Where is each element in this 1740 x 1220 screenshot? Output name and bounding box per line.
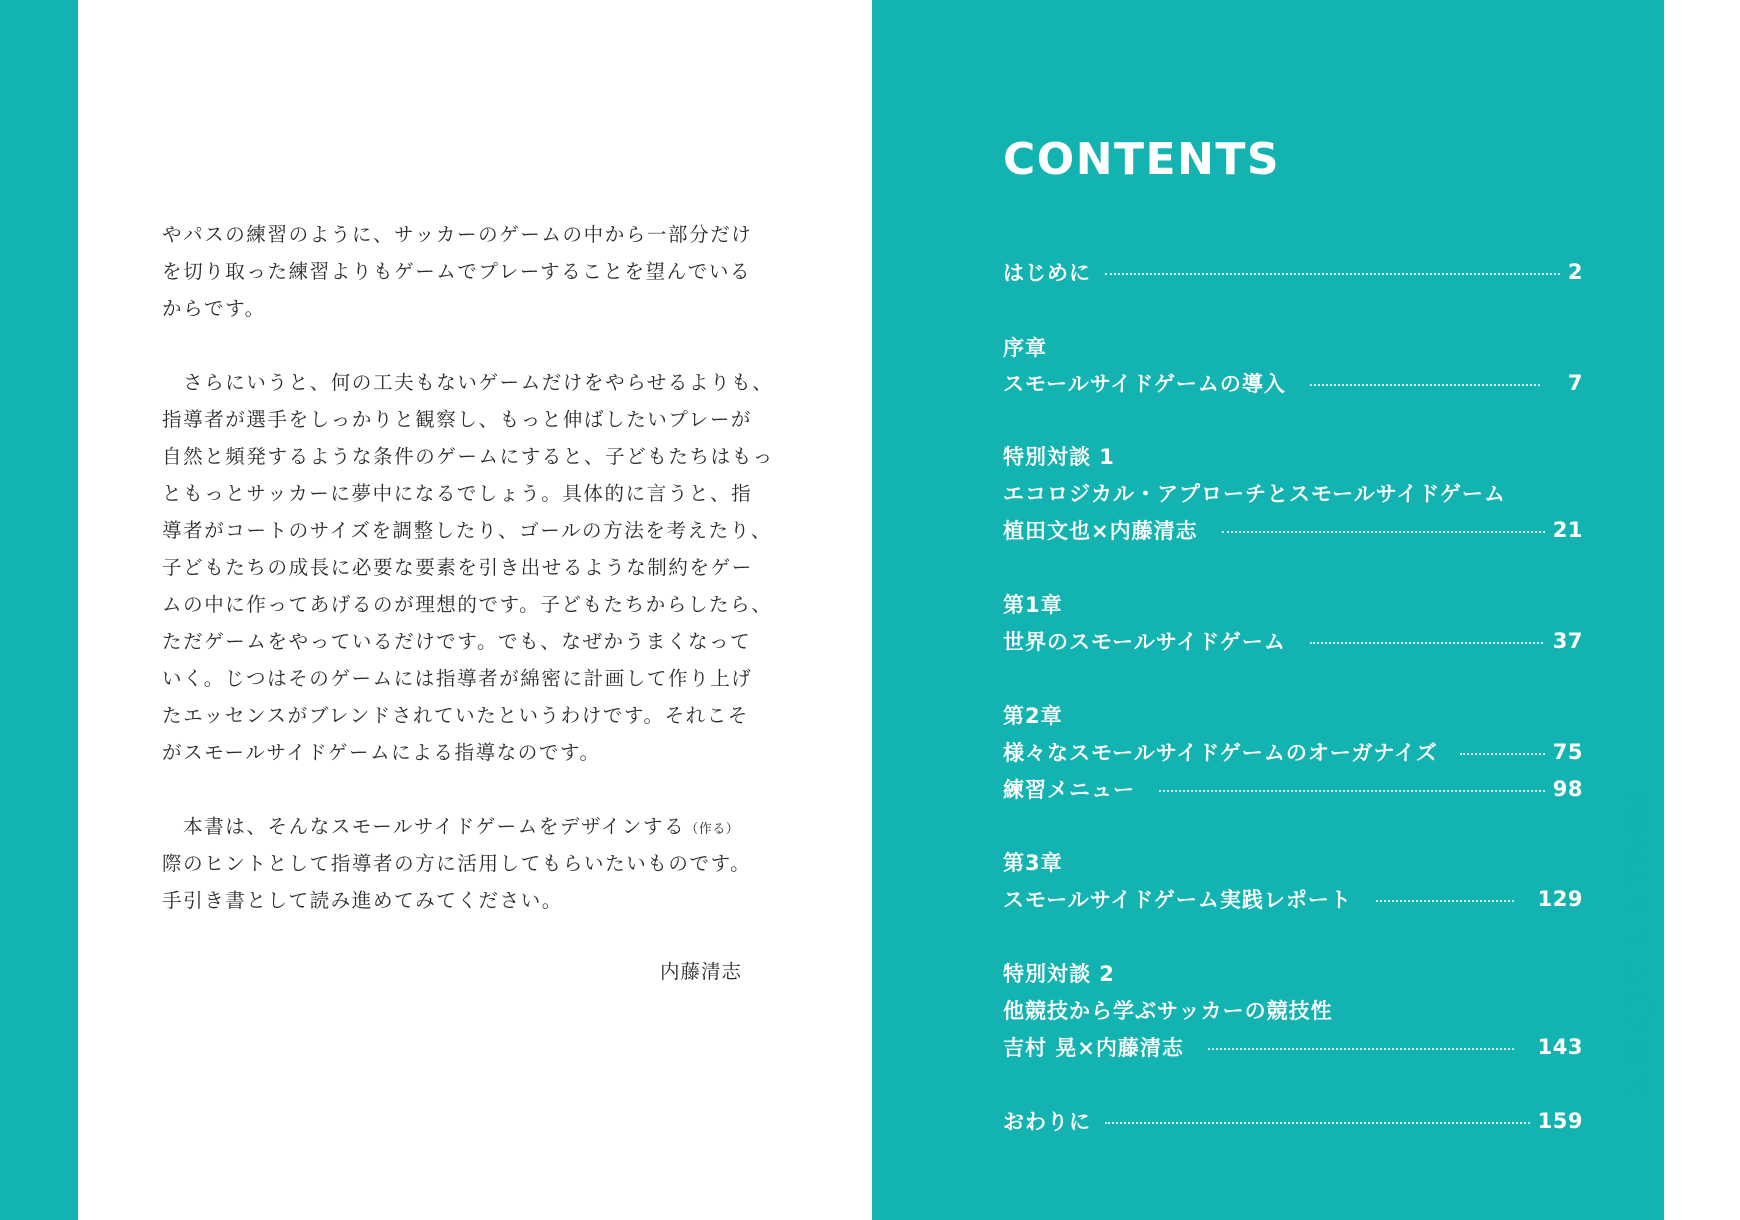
toc-entry-organize[interactable]: [1003, 736, 1583, 768]
author-signature: 内藤清志: [659, 960, 742, 983]
text-line: 手引き書として読み進めてみてください。: [162, 889, 563, 912]
text-line: 子どもたちの成長に必要な要素を引き出せるような制約をゲー: [162, 556, 753, 579]
left-border: [0, 0, 78, 1220]
text-line: ただゲームをやっているだけです。でも、なぜかうまくなって: [162, 630, 752, 653]
text-line: さらにいうと、何の工夫もないゲームだけをやらせるよりも、: [162, 371, 774, 394]
text-line: 際のヒントとして指導者の方に活用してもらいたいものです。: [162, 852, 752, 875]
text-line: ムの中に作ってあげるのが理想的です。子どもたちからしたら、: [162, 593, 773, 616]
text-line: いく。じつはそのゲームには指導者が綿密に計画して作り上げ: [162, 667, 753, 690]
preface-body: [162, 216, 774, 919]
toc-page-number: 159: [1537, 1109, 1583, 1133]
toc-entry-yoshimura[interactable]: [1003, 1031, 1583, 1063]
text-line: がスモールサイドゲームによる指導なのです。: [162, 741, 601, 764]
toc-page-number: 129: [1537, 887, 1583, 911]
dot-leader: [1159, 790, 1545, 792]
toc-page-number: 98: [1552, 777, 1583, 801]
text-line: やパスの練習のように、サッカーのゲームの中から一部分だけ: [162, 223, 753, 246]
text-line: 指導者が選手をしっかりと観察し、もっと伸ばしたいプレーが: [162, 408, 753, 431]
toc-heading-chapter-2: [1003, 699, 1583, 731]
dot-leader: [1208, 1048, 1514, 1050]
toc-entry-other-sports[interactable]: [1003, 994, 1583, 1026]
toc-heading-prologue: [1003, 331, 1583, 363]
toc-entry-label: スモールサイドゲーム実践レポート: [1003, 888, 1352, 912]
toc-heading-talk-1: [1003, 440, 1583, 472]
toc-entry-intro[interactable]: [1003, 367, 1583, 399]
toc-entry-owarini[interactable]: [1003, 1105, 1583, 1137]
toc-entry-report[interactable]: [1003, 883, 1583, 915]
toc-chapter-heading: 第3章: [1003, 851, 1063, 875]
text-line: 導者がコートのサイズを調整したり、ゴールの方法を考えたり、: [162, 519, 772, 542]
paragraph-gap: [162, 327, 742, 364]
paragraph-gap: [162, 771, 742, 808]
text-line: からです。: [162, 297, 266, 320]
toc-entry-menu[interactable]: [1003, 773, 1583, 805]
toc-page-number: 75: [1552, 740, 1583, 764]
toc-chapter-heading: 第2章: [1003, 704, 1063, 728]
toc-entry-world[interactable]: [1003, 625, 1583, 657]
text-line: 自然と頻発するような条件のゲームにすると、子どもたちはもっ: [162, 445, 774, 468]
text-line: ともっとサッカーに夢中になるでしょう。具体的に言うと、指: [162, 482, 753, 505]
dot-leader: [1222, 531, 1545, 533]
toc-chapter-heading: 序章: [1003, 336, 1047, 360]
toc-entry-hajimeni[interactable]: [1003, 256, 1583, 288]
dot-leader: [1310, 384, 1540, 386]
spine-title: SMALL SIDED GAMES: [1621, 792, 1654, 1098]
text-line: [162, 808, 742, 845]
dot-leader: [1376, 900, 1514, 902]
toc-entry-label: 世界のスモールサイドゲーム: [1003, 630, 1286, 654]
right-margin: [1664, 0, 1740, 1220]
toc-entry-ecological[interactable]: [1003, 477, 1583, 509]
toc-entry-label: エコロジカル・アプローチとスモールサイドゲーム: [1003, 482, 1506, 506]
toc-entry-ueda[interactable]: [1003, 514, 1583, 546]
toc-entry-label: 様々なスモールサイドゲームのオーガナイズ: [1003, 741, 1438, 765]
contents-title: CONTENTS: [1003, 134, 1281, 185]
toc-page-number: 2: [1567, 260, 1583, 284]
toc-page-number: 143: [1537, 1035, 1583, 1059]
toc-entry-label: 吉村 晃×内藤清志: [1003, 1036, 1184, 1060]
toc-chapter-heading: 第1章: [1003, 593, 1063, 617]
toc-page-number: 7: [1567, 371, 1583, 395]
toc-entry-label: おわりに: [1003, 1110, 1091, 1134]
toc-heading-chapter-3: [1003, 846, 1583, 878]
toc-entry-label: はじめに: [1003, 261, 1091, 285]
toc-page-number: 37: [1552, 629, 1583, 653]
toc-entry-label: 他競技から学ぶサッカーの競技性: [1003, 999, 1333, 1023]
dot-leader: [1105, 273, 1560, 275]
text-line: たエッセンスがブレンドされていたというわけです。それこそ: [162, 704, 749, 727]
text-line: を切り取った練習よりもゲームでプレーすることを望んでいる: [162, 260, 752, 283]
toc-page-number: 21: [1552, 518, 1583, 542]
toc-entry-label: 植田文也×内藤清志: [1003, 519, 1198, 543]
toc-chapter-heading: 特別対談 1: [1003, 445, 1115, 469]
dot-leader: [1310, 642, 1543, 644]
toc-heading-chapter-1: [1003, 588, 1583, 620]
toc-entry-label: スモールサイドゲームの導入: [1003, 372, 1286, 396]
text-segment: 本書は、そんなスモールサイドゲームをデザインする: [162, 815, 686, 838]
dot-leader: [1105, 1122, 1530, 1124]
small-note: （作る）: [685, 822, 740, 837]
toc-entry-label: 練習メニュー: [1003, 778, 1135, 802]
dot-leader: [1460, 753, 1545, 755]
toc-chapter-heading: 特別対談 2: [1003, 962, 1115, 986]
toc-heading-talk-2: [1003, 957, 1583, 989]
